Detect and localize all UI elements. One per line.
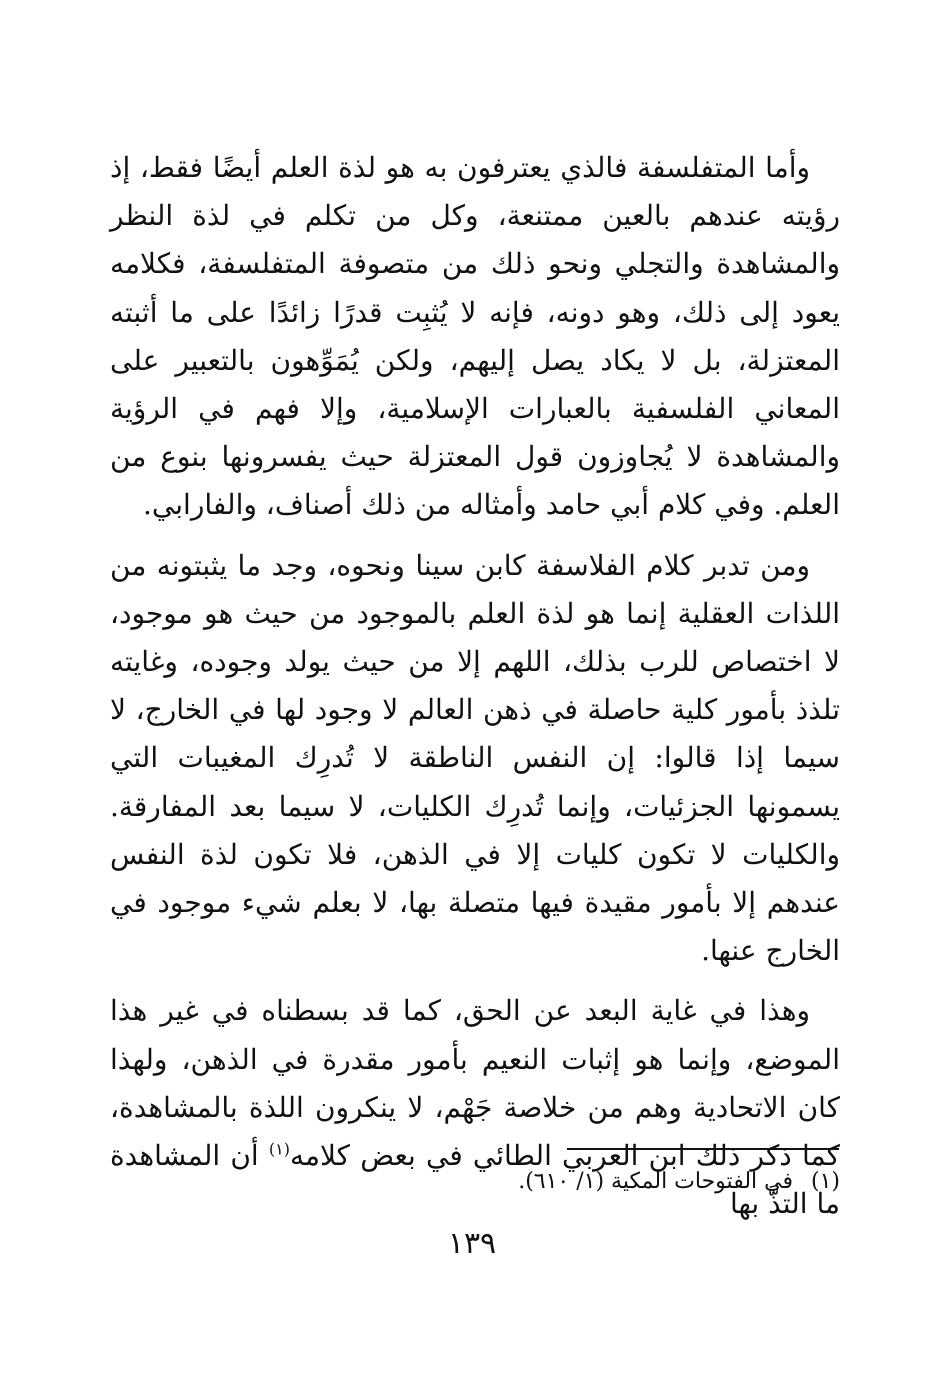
paragraph-1: وأما المتفلسفة فالذي يعترفون به هو لذة العلم أيضًا فقط، إذ رؤيته عندهم بالعين ممتنعة، وكل من تكلم في لذة النظر والمشاهدة والتجلي ونحو ذلك من متصوفة المتفلسفة، فكلامه يعود إلى ذلك، وهو دونه، فإنه لا يُثبِت قدرًا زائدًا على ما أثبته المعتزلة، بل لا يكاد يصل إليهم، ولكن يُمَوِّهون بالتعبير على المعاني الفلسفية بالعبارات الإسلامية، وإلا فهم في الرؤية والمشاهدة لا يُجاوزون قول المعتزلة حيث يفسرونها بنوع من العلم. وفي كلام أبي حامد وأمثاله من ذلك أصناف، والفارابي. [110, 151, 840, 522]
paragraph-3-text: وهذا في غاية البعد عن الحق، كما قد بسطناه في غير هذا الموضع، وإنما هو إثبات النعيم بأمور مقدرة في الذهن، ولهذا كان الاتحادية وهم من خلاصة جَهْم، لا ينكرون اللذة بالمشاهدة، كما ذكر ذلك ابن العربي الطائي في بعض كلامه [110, 994, 840, 1173]
main-text [110, 144, 840, 1228]
footnote-text: في الفتوحات المكية (١/ ٦١٠). [518, 1169, 793, 1194]
footnote-divider [567, 1148, 839, 1150]
page-number: ١٣٩ [447, 1226, 497, 1261]
footnote-reference: (١) [268, 1139, 290, 1159]
footnote [518, 1166, 840, 1198]
footnote-number: (١) [810, 1169, 840, 1194]
paragraph-2: ومن تدبر كلام الفلاسفة كابن سينا ونحوه، وجد ما يثبتونه من اللذات العقلية إنما هو لذة العلم بالموجود من حيث هو موجود، لا اختصاص للرب بذلك، اللهم إلا من حيث يولد وجوده، وغايته تلذذ بأمور كلية حاصلة في ذهن العالم لا وجود لها في الخارج، لا سيما إذا قالوا: إن النفس الناطقة لا تُدرِك المغيبات التي يسمونها الجزئيات، وإنما تُدرِك الكليات، لا سيما بعد المفارقة. والكليات لا تكون كليات إلا في الذهن، فلا تكون لذة النفس عندهم إلا بأمور مقيدة فيها متصلة بها، لا بعلم شيء موجود في الخارج عنها. [110, 548, 840, 968]
paragraph-3-continuation: أن المشاهدة ما التذَّ بها [110, 1139, 840, 1221]
